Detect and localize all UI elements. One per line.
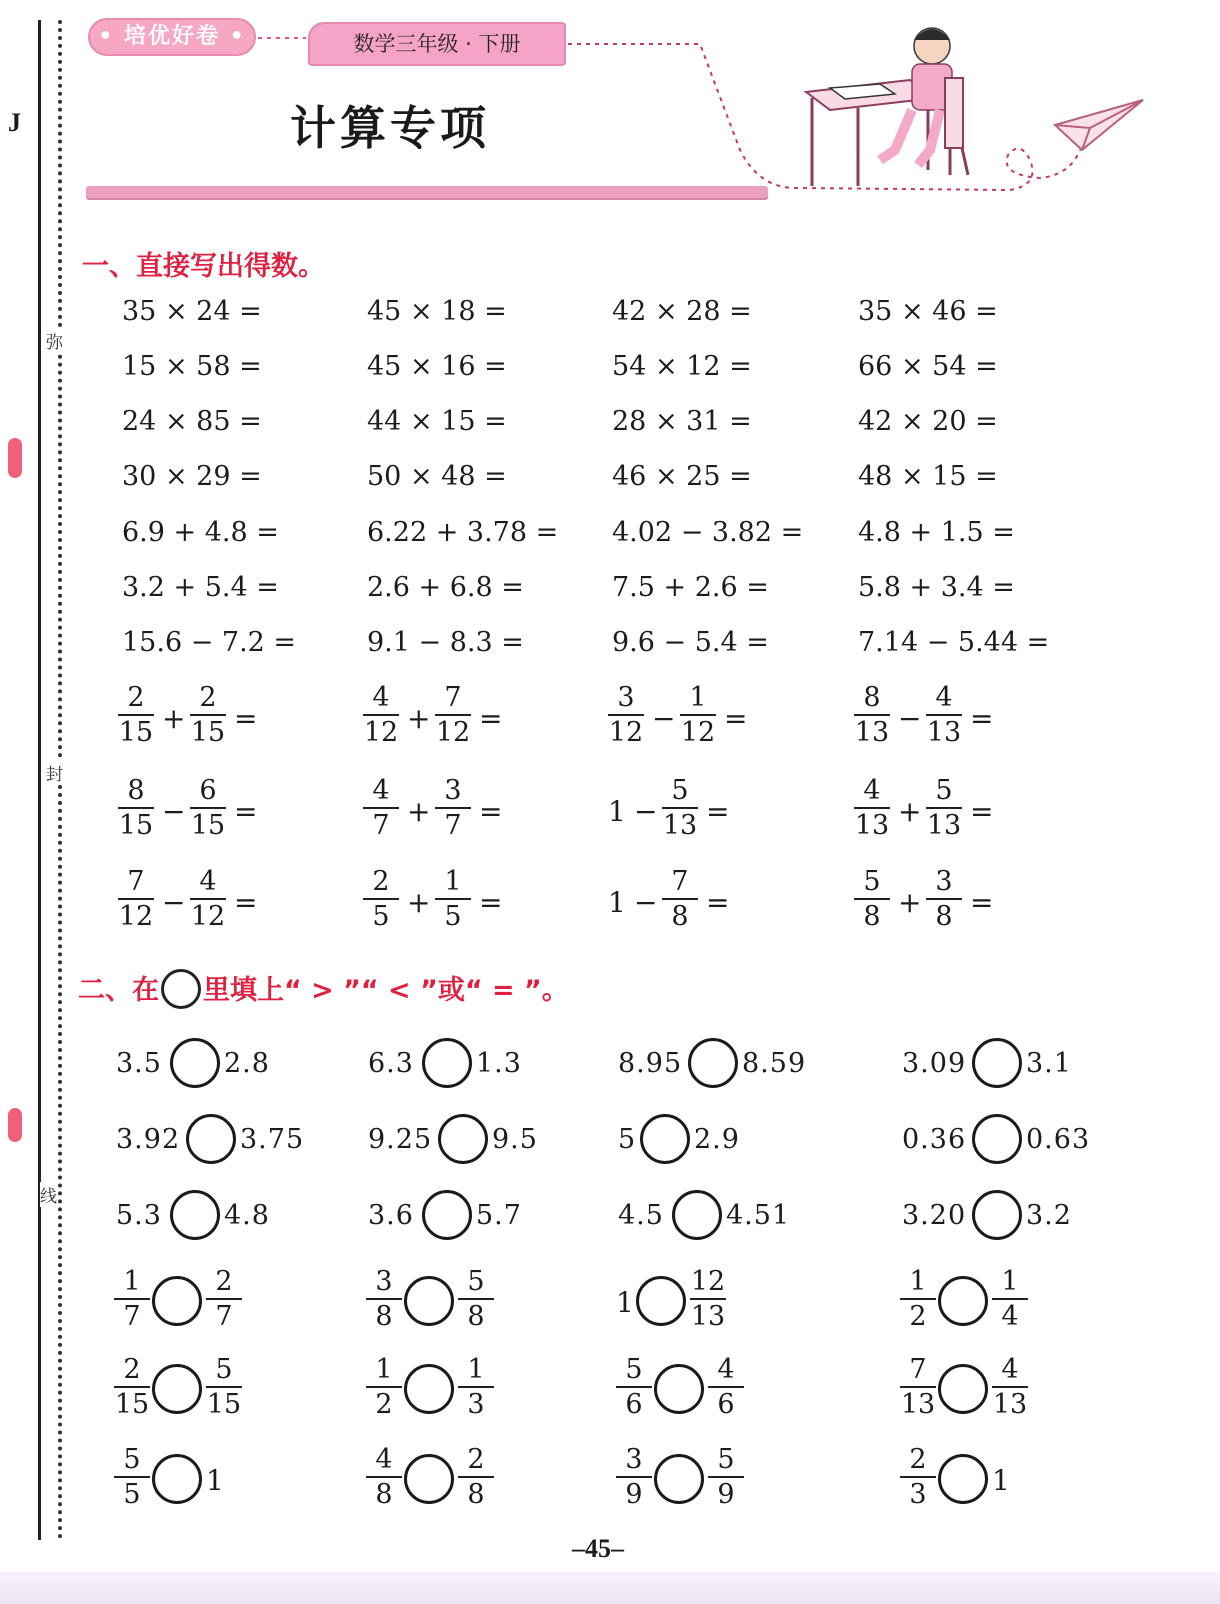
answer-circle: [938, 1454, 988, 1504]
denominator: 13: [854, 717, 890, 748]
numerator: 1: [1001, 1266, 1019, 1297]
numerator: 7: [909, 1354, 927, 1385]
arithmetic-problem: 6.22 + 3.78 =: [367, 517, 559, 548]
denominator: 13: [992, 1389, 1028, 1420]
arithmetic-problem: 28 × 31 =: [612, 406, 752, 437]
denominator: 13: [926, 717, 962, 748]
numerator: 7: [444, 682, 462, 713]
denominator: 13: [926, 810, 962, 841]
numerator: 5: [717, 1444, 735, 1475]
answer-circle: [688, 1038, 738, 1088]
equals-sign: =: [706, 795, 730, 828]
arithmetic-problem: 2.6 + 6.8 =: [367, 572, 524, 603]
numerator: 8: [127, 775, 145, 806]
arithmetic-problem: 15.6 − 7.2 =: [122, 627, 297, 658]
operand-a-fraction: [359, 777, 403, 839]
arithmetic-problem: 50 × 48 =: [367, 461, 507, 492]
equals-sign: =: [724, 702, 748, 735]
binding-char-top: 弥: [46, 328, 63, 353]
answer-circle: [972, 1190, 1022, 1240]
denominator: 12: [363, 717, 399, 748]
compare-left-fraction: [612, 1356, 656, 1418]
arithmetic-problem: 30 × 29 =: [122, 461, 262, 492]
answer-circle: [170, 1190, 220, 1240]
operator: +: [162, 702, 186, 735]
series-badge: • 培优好卷 •: [88, 18, 256, 56]
operator: +: [407, 886, 431, 919]
denominator: 8: [375, 1479, 393, 1510]
equals-sign: =: [706, 886, 730, 919]
arithmetic-problem: 5.8 + 3.4 =: [858, 572, 1015, 603]
arithmetic-problem: 48 × 15 =: [858, 461, 998, 492]
arithmetic-problem: 46 × 25 =: [612, 461, 752, 492]
denominator: 7: [215, 1301, 233, 1332]
answer-circle: [152, 1364, 202, 1414]
arithmetic-problem: 24 × 85 =: [122, 406, 262, 437]
compare-left-fraction: [612, 1446, 656, 1508]
denominator: 15: [190, 717, 226, 748]
compare-right-fraction: [454, 1356, 498, 1418]
compare-left-fraction: [110, 1446, 154, 1508]
arithmetic-problem: 6.9 + 4.8 =: [122, 517, 279, 548]
operand-a-whole: 1: [608, 886, 626, 919]
denominator: 8: [467, 1479, 485, 1510]
arithmetic-problem: 44 × 15 =: [367, 406, 507, 437]
operand-b-fraction: [922, 684, 966, 746]
numerator: 2: [909, 1444, 927, 1475]
numerator: 1: [909, 1266, 927, 1297]
numerator: 5: [467, 1266, 485, 1297]
compare-left-value: 5.3: [116, 1200, 162, 1231]
arithmetic-problem: 7.5 + 2.6 =: [612, 572, 769, 603]
compare-right-value: 4.8: [224, 1200, 270, 1231]
compare-right-value: 8.59: [742, 1048, 807, 1079]
equals-sign: =: [479, 702, 503, 735]
edge-pink-tab: [8, 1108, 22, 1142]
numerator: 4: [372, 775, 390, 806]
denominator: 15: [118, 810, 154, 841]
section2-title-post: 里填上“ > ”“ < ”或“ = ”。: [203, 975, 569, 1006]
operator: −: [634, 886, 658, 919]
denominator: 12: [435, 717, 471, 748]
operand-a-fraction: [850, 777, 894, 839]
compare-left-value: 0.36: [902, 1124, 967, 1155]
numerator: 7: [127, 866, 145, 897]
compare-left-fraction: [896, 1356, 940, 1418]
denominator: 5: [372, 901, 390, 932]
arithmetic-problem: 15 × 58 =: [122, 351, 262, 382]
denominator: 3: [909, 1479, 927, 1510]
answer-circle: [422, 1038, 472, 1088]
numerator: 2: [127, 682, 145, 713]
numerator: 3: [617, 682, 635, 713]
numerator: 5: [935, 775, 953, 806]
numerator: 4: [372, 682, 390, 713]
arithmetic-problem: 9.1 − 8.3 =: [367, 627, 524, 658]
numerator: 8: [863, 682, 881, 713]
denominator: 3: [467, 1389, 485, 1420]
compare-right-value: 2.8: [224, 1048, 270, 1079]
operand-b-fraction: [186, 777, 230, 839]
operator: −: [162, 886, 186, 919]
denominator: 6: [625, 1389, 643, 1420]
edge-mark: J: [8, 108, 21, 137]
compare-right-fraction: [704, 1356, 748, 1418]
denominator: 12: [190, 901, 226, 932]
compare-left-fraction: [110, 1268, 154, 1330]
operand-a-fraction: [114, 777, 158, 839]
compare-right-fraction: [704, 1446, 748, 1508]
compare-right-value: 3.75: [240, 1124, 305, 1155]
compare-left-value: 3.09: [902, 1048, 967, 1079]
denominator: 8: [467, 1301, 485, 1332]
operand-a-fraction: [114, 684, 158, 746]
compare-right-value: 9.5: [492, 1124, 538, 1155]
operand-b-fraction: [922, 777, 966, 839]
numerator: 2: [123, 1354, 141, 1385]
denominator: 2: [909, 1301, 927, 1332]
denominator: 2: [375, 1389, 393, 1420]
numerator: 5: [215, 1354, 233, 1385]
operand-b-fraction: [186, 868, 230, 930]
denominator: 13: [690, 1301, 726, 1332]
compare-left-fraction: [362, 1356, 406, 1418]
operand-b-fraction: [922, 868, 966, 930]
arithmetic-problem: 35 × 24 =: [122, 296, 262, 327]
operand-a-fraction: [850, 684, 894, 746]
numerator: 3: [625, 1444, 643, 1475]
compare-left-fraction: [362, 1268, 406, 1330]
compare-right-whole: 1: [992, 1464, 1010, 1497]
operand-a-fraction: [359, 684, 403, 746]
operand-a-fraction: [114, 868, 158, 930]
compare-left-value: 8.95: [618, 1048, 683, 1079]
operator: −: [652, 702, 676, 735]
numerator: 4: [1001, 1354, 1019, 1385]
arithmetic-problem: 35 × 46 =: [858, 296, 998, 327]
operator: −: [634, 795, 658, 828]
operand-b-fraction: [658, 868, 702, 930]
compare-right-whole: 1: [206, 1464, 224, 1497]
compare-left-fraction: [362, 1446, 406, 1508]
compare-left-value: 9.25: [368, 1124, 433, 1155]
arithmetic-problem: 7.14 − 5.44 =: [858, 627, 1050, 658]
denominator: 9: [717, 1479, 735, 1510]
title-underline-bar: [86, 186, 768, 198]
answer-circle: [640, 1114, 690, 1164]
numerator: 7: [671, 866, 689, 897]
numerator: 6: [199, 775, 217, 806]
compare-left-value: 3.5: [116, 1048, 162, 1079]
operator: +: [898, 795, 922, 828]
compare-left-value: 4.5: [618, 1200, 664, 1231]
compare-right-value: 4.51: [726, 1200, 791, 1231]
denominator: 13: [900, 1389, 936, 1420]
compare-left-fraction: [896, 1268, 940, 1330]
answer-circle: [938, 1364, 988, 1414]
operator: +: [407, 795, 431, 828]
compare-right-fraction: [988, 1268, 1032, 1330]
numerator: 5: [625, 1354, 643, 1385]
answer-circle: [636, 1276, 686, 1326]
denominator: 15: [114, 1389, 150, 1420]
compare-right-value: 3.2: [1026, 1200, 1072, 1231]
answer-circle: [672, 1190, 722, 1240]
operand-a-fraction: [359, 868, 403, 930]
denominator: 8: [935, 901, 953, 932]
numerator: 4: [863, 775, 881, 806]
paper-plane-icon: [1055, 100, 1143, 150]
denominator: 12: [118, 901, 154, 932]
compare-right-fraction: [454, 1446, 498, 1508]
numerator: 5: [863, 866, 881, 897]
edge-pink-tab: [8, 438, 22, 478]
numerator: 3: [444, 775, 462, 806]
compare-right-fraction: [988, 1356, 1032, 1418]
operator: +: [407, 702, 431, 735]
equals-sign: =: [234, 702, 258, 735]
operator: −: [162, 795, 186, 828]
compare-right-fraction: [454, 1268, 498, 1330]
answer-circle: [972, 1114, 1022, 1164]
page-number: –45–: [572, 1534, 624, 1563]
compare-left-value: 3.20: [902, 1200, 967, 1231]
denominator: 7: [372, 810, 390, 841]
denominator: 15: [190, 810, 226, 841]
answer-circle: [170, 1038, 220, 1088]
numerator: 3: [375, 1266, 393, 1297]
answer-circle: [654, 1454, 704, 1504]
answer-circle: [404, 1276, 454, 1326]
operand-a-whole: 1: [608, 795, 626, 828]
answer-circle: [404, 1364, 454, 1414]
numerator: 1: [375, 1354, 393, 1385]
answer-circle-example: [161, 969, 201, 1009]
denominator: 15: [206, 1389, 242, 1420]
arithmetic-problem: 9.6 − 5.4 =: [612, 627, 769, 658]
operator: −: [898, 702, 922, 735]
answer-circle: [404, 1454, 454, 1504]
page-title: 计算专项: [290, 101, 490, 155]
operand-b-fraction: [658, 777, 702, 839]
compare-right-value: 5.7: [476, 1200, 522, 1231]
denominator: 5: [123, 1479, 141, 1510]
bottom-strip: [0, 1572, 1220, 1604]
answer-circle: [654, 1364, 704, 1414]
denominator: 12: [680, 717, 716, 748]
compare-right-fraction: [202, 1356, 246, 1418]
denominator: 8: [671, 901, 689, 932]
denominator: 12: [608, 717, 644, 748]
denominator: 8: [375, 1301, 393, 1332]
numerator: 5: [671, 775, 689, 806]
numerator: 1: [689, 682, 707, 713]
compare-left-fraction: [110, 1356, 154, 1418]
equals-sign: =: [234, 795, 258, 828]
binding-char-bottom: 线: [40, 1182, 57, 1207]
compare-left-value: 6.3: [368, 1048, 414, 1079]
numerator: 2: [372, 866, 390, 897]
equals-sign: =: [970, 795, 994, 828]
compare-left-value: 3.92: [116, 1124, 181, 1155]
answer-circle: [972, 1038, 1022, 1088]
denominator: 5: [444, 901, 462, 932]
arithmetic-problem: 42 × 28 =: [612, 296, 752, 327]
equals-sign: =: [970, 702, 994, 735]
answer-circle: [186, 1114, 236, 1164]
denominator: 13: [854, 810, 890, 841]
answer-circle: [422, 1190, 472, 1240]
denominator: 8: [863, 901, 881, 932]
compare-right-value: 1.3: [476, 1048, 522, 1079]
section2-title-pre: 二、在: [78, 975, 159, 1006]
compare-right-fraction: [202, 1268, 246, 1330]
equals-sign: =: [479, 886, 503, 919]
compare-left-value: 5: [618, 1124, 637, 1155]
numerator: 4: [717, 1354, 735, 1385]
operand-b-fraction: [431, 777, 475, 839]
answer-circle: [438, 1114, 488, 1164]
numerator: 1: [467, 1354, 485, 1385]
numerator: 1: [123, 1266, 141, 1297]
compare-left-whole: 1: [616, 1286, 634, 1319]
compare-left-fraction: [896, 1446, 940, 1508]
compare-right-value: 3.1: [1026, 1048, 1072, 1079]
numerator: 2: [199, 682, 217, 713]
denominator: 4: [1001, 1301, 1019, 1332]
answer-circle: [152, 1276, 202, 1326]
operand-a-fraction: [850, 868, 894, 930]
arithmetic-problem: 4.8 + 1.5 =: [858, 517, 1015, 548]
equals-sign: =: [479, 795, 503, 828]
arithmetic-problem: 66 × 54 =: [858, 351, 998, 382]
arithmetic-problem: 4.02 − 3.82 =: [612, 517, 804, 548]
answer-circle: [152, 1454, 202, 1504]
compare-left-value: 3.6: [368, 1200, 414, 1231]
binding-char-mid: 封: [46, 760, 63, 785]
arithmetic-problem: 42 × 20 =: [858, 406, 998, 437]
denominator: 9: [625, 1479, 643, 1510]
grade-label: 数学三年级 · 下册: [308, 22, 566, 66]
denominator: 15: [118, 717, 154, 748]
numerator: 12: [690, 1266, 726, 1297]
arithmetic-problem: 54 × 12 =: [612, 351, 752, 382]
equals-sign: =: [234, 886, 258, 919]
operator: +: [898, 886, 922, 919]
numerator: 2: [215, 1266, 233, 1297]
section2-title: [78, 968, 569, 1012]
binding-line: [38, 20, 41, 1540]
operand-b-fraction: [431, 868, 475, 930]
section1-title: 一、直接写出得数。: [82, 251, 325, 282]
operand-b-fraction: [431, 684, 475, 746]
denominator: 13: [662, 810, 698, 841]
denominator: 7: [444, 810, 462, 841]
student-desk-illustration: [806, 28, 968, 186]
operand-b-fraction: [186, 684, 230, 746]
compare-right-fraction: [686, 1268, 730, 1330]
numerator: 4: [935, 682, 953, 713]
numerator: 3: [935, 866, 953, 897]
numerator: 4: [375, 1444, 393, 1475]
denominator: 7: [123, 1301, 141, 1332]
numerator: 1: [444, 866, 462, 897]
operand-a-fraction: [604, 684, 648, 746]
numerator: 2: [467, 1444, 485, 1475]
compare-right-value: 0.63: [1026, 1124, 1091, 1155]
numerator: 5: [123, 1444, 141, 1475]
operand-b-fraction: [676, 684, 720, 746]
denominator: 6: [717, 1389, 735, 1420]
arithmetic-problem: 45 × 16 =: [367, 351, 507, 382]
compare-right-value: 2.9: [694, 1124, 740, 1155]
arithmetic-problem: 3.2 + 5.4 =: [122, 572, 279, 603]
arithmetic-problem: 45 × 18 =: [367, 296, 507, 327]
numerator: 4: [199, 866, 217, 897]
answer-circle: [938, 1276, 988, 1326]
equals-sign: =: [970, 886, 994, 919]
